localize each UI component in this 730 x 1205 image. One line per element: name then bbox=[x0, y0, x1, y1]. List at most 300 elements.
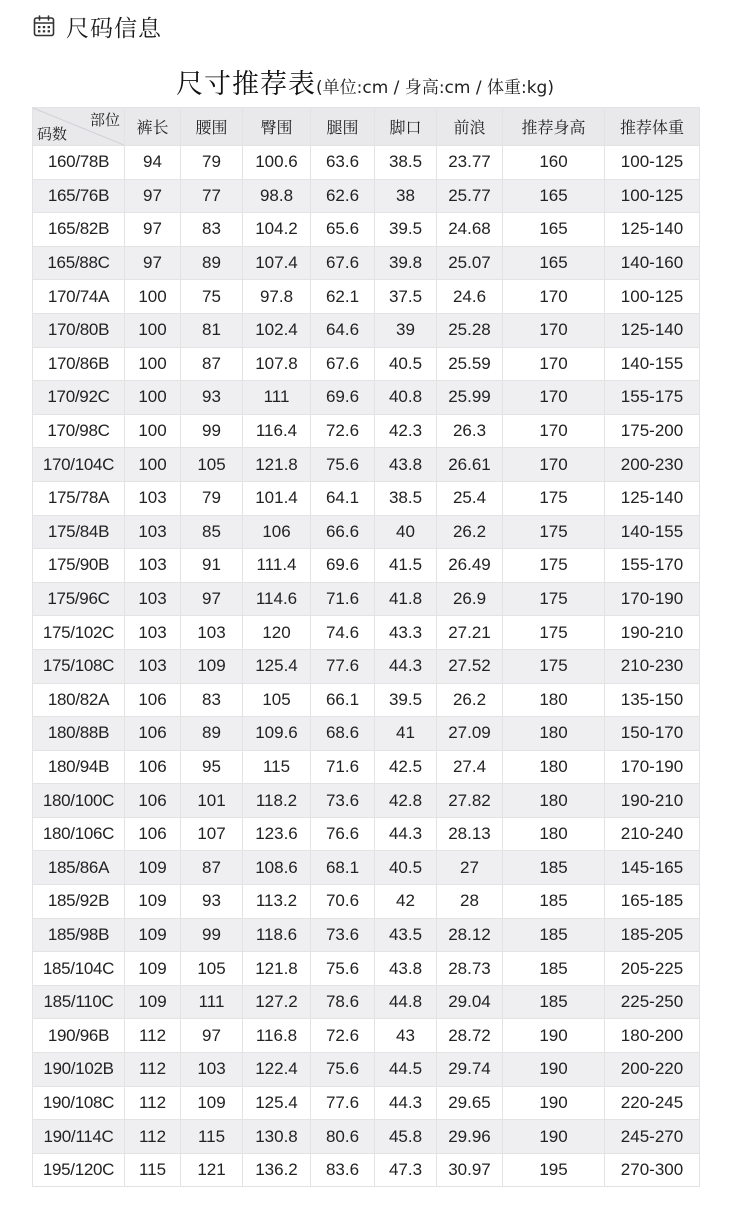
table-cell: 27 bbox=[437, 851, 503, 885]
table-cell: 175 bbox=[503, 616, 605, 650]
table-cell: 103 bbox=[125, 515, 181, 549]
table-cell: 28.12 bbox=[437, 918, 503, 952]
table-cell: 140-155 bbox=[605, 515, 700, 549]
size-code-cell: 170/98C bbox=[33, 414, 125, 448]
header-row bbox=[33, 108, 700, 146]
table-cell: 79 bbox=[181, 481, 243, 515]
table-cell: 112 bbox=[125, 1120, 181, 1154]
table-cell: 27.52 bbox=[437, 649, 503, 683]
table-cell: 125.4 bbox=[243, 1086, 311, 1120]
table-cell: 115 bbox=[125, 1153, 181, 1187]
table-cell: 97 bbox=[181, 1019, 243, 1053]
table-row bbox=[33, 549, 700, 583]
table-cell: 26.49 bbox=[437, 549, 503, 583]
table-cell: 170 bbox=[503, 280, 605, 314]
table-cell: 43.8 bbox=[375, 448, 437, 482]
table-cell: 123.6 bbox=[243, 817, 311, 851]
table-cell: 103 bbox=[125, 616, 181, 650]
table-cell: 190-210 bbox=[605, 784, 700, 818]
table-cell: 42.3 bbox=[375, 414, 437, 448]
table-row bbox=[33, 616, 700, 650]
table-row bbox=[33, 213, 700, 247]
table-row bbox=[33, 381, 700, 415]
table-cell: 100-125 bbox=[605, 179, 700, 213]
table-cell: 111 bbox=[243, 381, 311, 415]
size-code-cell: 185/92B bbox=[33, 885, 125, 919]
size-code-cell: 180/94B bbox=[33, 750, 125, 784]
table-cell: 108.6 bbox=[243, 851, 311, 885]
table-cell: 63.6 bbox=[311, 146, 375, 180]
column-header: 推荐体重 bbox=[605, 108, 700, 146]
size-code-cell: 170/86B bbox=[33, 347, 125, 381]
table-cell: 29.65 bbox=[437, 1086, 503, 1120]
table-cell: 135-150 bbox=[605, 683, 700, 717]
table-cell: 185 bbox=[503, 952, 605, 986]
size-code-cell: 175/96C bbox=[33, 582, 125, 616]
table-cell: 40.5 bbox=[375, 347, 437, 381]
table-cell: 175 bbox=[503, 582, 605, 616]
table-cell: 245-270 bbox=[605, 1120, 700, 1154]
table-cell: 190 bbox=[503, 1053, 605, 1087]
table-row bbox=[33, 1153, 700, 1187]
table-cell: 109 bbox=[125, 851, 181, 885]
table-cell: 41 bbox=[375, 717, 437, 751]
table-cell: 39.5 bbox=[375, 213, 437, 247]
table-cell: 79 bbox=[181, 146, 243, 180]
table-cell: 28.13 bbox=[437, 817, 503, 851]
table-cell: 125-140 bbox=[605, 313, 700, 347]
table-cell: 101 bbox=[181, 784, 243, 818]
table-cell: 270-300 bbox=[605, 1153, 700, 1187]
table-cell: 104.2 bbox=[243, 213, 311, 247]
table-cell: 170 bbox=[503, 448, 605, 482]
table-cell: 77.6 bbox=[311, 649, 375, 683]
table-cell: 27.21 bbox=[437, 616, 503, 650]
table-cell: 27.82 bbox=[437, 784, 503, 818]
table-cell: 190-210 bbox=[605, 616, 700, 650]
table-cell: 97 bbox=[181, 582, 243, 616]
table-cell: 125-140 bbox=[605, 481, 700, 515]
table-cell: 100.6 bbox=[243, 146, 311, 180]
table-cell: 109 bbox=[125, 885, 181, 919]
table-cell: 97 bbox=[125, 179, 181, 213]
table-cell: 105 bbox=[181, 952, 243, 986]
table-row bbox=[33, 985, 700, 1019]
table-cell: 100 bbox=[125, 280, 181, 314]
table-cell: 27.09 bbox=[437, 717, 503, 751]
table-cell: 97.8 bbox=[243, 280, 311, 314]
table-cell: 111 bbox=[181, 985, 243, 1019]
table-cell: 25.07 bbox=[437, 246, 503, 280]
section-header bbox=[32, 10, 162, 42]
table-row bbox=[33, 481, 700, 515]
column-header: 腰围 bbox=[181, 108, 243, 146]
table-cell: 109 bbox=[125, 985, 181, 1019]
table-row bbox=[33, 851, 700, 885]
table-cell: 185-205 bbox=[605, 918, 700, 952]
table-cell: 106 bbox=[125, 817, 181, 851]
table-cell: 67.6 bbox=[311, 246, 375, 280]
table-row bbox=[33, 1053, 700, 1087]
size-code-cell: 175/108C bbox=[33, 649, 125, 683]
size-code-cell: 180/106C bbox=[33, 817, 125, 851]
table-cell: 25.99 bbox=[437, 381, 503, 415]
table-cell: 107.8 bbox=[243, 347, 311, 381]
table-cell: 107 bbox=[181, 817, 243, 851]
table-cell: 121 bbox=[181, 1153, 243, 1187]
size-code-cell: 185/110C bbox=[33, 985, 125, 1019]
table-cell: 175 bbox=[503, 481, 605, 515]
table-body bbox=[33, 146, 700, 1187]
calendar-icon bbox=[32, 14, 56, 38]
table-cell: 43.5 bbox=[375, 918, 437, 952]
table-row bbox=[33, 1086, 700, 1120]
table-cell: 105 bbox=[243, 683, 311, 717]
table-cell: 29.04 bbox=[437, 985, 503, 1019]
table-cell: 45.8 bbox=[375, 1120, 437, 1154]
table-cell: 26.2 bbox=[437, 515, 503, 549]
table-cell: 190 bbox=[503, 1120, 605, 1154]
table-cell: 109 bbox=[125, 952, 181, 986]
size-code-cell: 195/120C bbox=[33, 1153, 125, 1187]
table-cell: 89 bbox=[181, 717, 243, 751]
table-cell: 77 bbox=[181, 179, 243, 213]
table-cell: 112 bbox=[125, 1019, 181, 1053]
column-header: 脚口 bbox=[375, 108, 437, 146]
table-cell: 175 bbox=[503, 649, 605, 683]
table-cell: 26.9 bbox=[437, 582, 503, 616]
table-cell: 109 bbox=[181, 649, 243, 683]
table-cell: 155-170 bbox=[605, 549, 700, 583]
table-cell: 68.6 bbox=[311, 717, 375, 751]
table-cell: 103 bbox=[181, 1053, 243, 1087]
size-code-cell: 180/82A bbox=[33, 683, 125, 717]
table-cell: 116.8 bbox=[243, 1019, 311, 1053]
table-cell: 39.8 bbox=[375, 246, 437, 280]
size-code-cell: 170/80B bbox=[33, 313, 125, 347]
table-cell: 109 bbox=[181, 1086, 243, 1120]
table-cell: 130.8 bbox=[243, 1120, 311, 1154]
column-header: 前浪 bbox=[437, 108, 503, 146]
table-cell: 170 bbox=[503, 347, 605, 381]
table-cell: 26.3 bbox=[437, 414, 503, 448]
table-cell: 26.61 bbox=[437, 448, 503, 482]
table-cell: 200-230 bbox=[605, 448, 700, 482]
table-cell: 165 bbox=[503, 246, 605, 280]
table-cell: 71.6 bbox=[311, 750, 375, 784]
table-cell: 42.5 bbox=[375, 750, 437, 784]
table-cell: 112 bbox=[125, 1053, 181, 1087]
table-cell: 87 bbox=[181, 851, 243, 885]
table-cell: 62.1 bbox=[311, 280, 375, 314]
size-code-cell: 165/88C bbox=[33, 246, 125, 280]
table-cell: 69.6 bbox=[311, 549, 375, 583]
table-cell: 100 bbox=[125, 347, 181, 381]
table-cell: 118.6 bbox=[243, 918, 311, 952]
table-cell: 43.8 bbox=[375, 952, 437, 986]
table-cell: 23.77 bbox=[437, 146, 503, 180]
table-cell: 42 bbox=[375, 885, 437, 919]
table-cell: 121.8 bbox=[243, 448, 311, 482]
table-cell: 125-140 bbox=[605, 213, 700, 247]
column-header: 推荐身高 bbox=[503, 108, 605, 146]
table-cell: 28 bbox=[437, 885, 503, 919]
table-cell: 29.96 bbox=[437, 1120, 503, 1154]
table-cell: 64.1 bbox=[311, 481, 375, 515]
table-cell: 115 bbox=[181, 1120, 243, 1154]
table-cell: 66.1 bbox=[311, 683, 375, 717]
table-row bbox=[33, 649, 700, 683]
table-cell: 25.77 bbox=[437, 179, 503, 213]
table-title-main: 尺寸推荐表 bbox=[176, 69, 317, 100]
corner-header bbox=[33, 108, 125, 146]
table-cell: 68.1 bbox=[311, 851, 375, 885]
table-cell: 165 bbox=[503, 179, 605, 213]
size-code-cell: 190/108C bbox=[33, 1086, 125, 1120]
table-cell: 103 bbox=[125, 582, 181, 616]
table-cell: 67.6 bbox=[311, 347, 375, 381]
table-cell: 122.4 bbox=[243, 1053, 311, 1087]
table-cell: 175 bbox=[503, 549, 605, 583]
size-code-cell: 175/102C bbox=[33, 616, 125, 650]
table-cell: 38.5 bbox=[375, 481, 437, 515]
table-cell: 81 bbox=[181, 313, 243, 347]
column-header: 腿围 bbox=[311, 108, 375, 146]
table-cell: 200-220 bbox=[605, 1053, 700, 1087]
table-cell: 44.8 bbox=[375, 985, 437, 1019]
table-cell: 30.97 bbox=[437, 1153, 503, 1187]
table-cell: 103 bbox=[125, 549, 181, 583]
size-code-cell: 175/90B bbox=[33, 549, 125, 583]
table-cell: 29.74 bbox=[437, 1053, 503, 1087]
table-cell: 185 bbox=[503, 851, 605, 885]
table-cell: 73.6 bbox=[311, 784, 375, 818]
table-cell: 44.5 bbox=[375, 1053, 437, 1087]
table-cell: 37.5 bbox=[375, 280, 437, 314]
table-cell: 75 bbox=[181, 280, 243, 314]
table-cell: 70.6 bbox=[311, 885, 375, 919]
table-cell: 99 bbox=[181, 414, 243, 448]
size-code-cell: 160/78B bbox=[33, 146, 125, 180]
table-cell: 69.6 bbox=[311, 381, 375, 415]
table-cell: 185 bbox=[503, 885, 605, 919]
size-code-cell: 170/74A bbox=[33, 280, 125, 314]
table-cell: 91 bbox=[181, 549, 243, 583]
size-code-cell: 185/104C bbox=[33, 952, 125, 986]
table-cell: 120 bbox=[243, 616, 311, 650]
table-cell: 180 bbox=[503, 683, 605, 717]
table-cell: 112 bbox=[125, 1086, 181, 1120]
table-cell: 95 bbox=[181, 750, 243, 784]
size-code-cell: 180/100C bbox=[33, 784, 125, 818]
table-row bbox=[33, 817, 700, 851]
table-cell: 39.5 bbox=[375, 683, 437, 717]
table-cell: 170-190 bbox=[605, 750, 700, 784]
header-title: 尺码信息 bbox=[66, 15, 162, 42]
table-cell: 25.4 bbox=[437, 481, 503, 515]
table-cell: 180 bbox=[503, 784, 605, 818]
table-cell: 103 bbox=[181, 616, 243, 650]
table-cell: 66.6 bbox=[311, 515, 375, 549]
table-cell: 121.8 bbox=[243, 952, 311, 986]
table-cell: 43.3 bbox=[375, 616, 437, 650]
table-cell: 185 bbox=[503, 985, 605, 1019]
table-cell: 118.2 bbox=[243, 784, 311, 818]
table-row bbox=[33, 717, 700, 751]
table-cell: 190 bbox=[503, 1086, 605, 1120]
table-cell: 40.8 bbox=[375, 381, 437, 415]
table-cell: 113.2 bbox=[243, 885, 311, 919]
table-cell: 85 bbox=[181, 515, 243, 549]
table-row bbox=[33, 515, 700, 549]
table-row bbox=[33, 750, 700, 784]
size-code-cell: 175/78A bbox=[33, 481, 125, 515]
table-cell: 94 bbox=[125, 146, 181, 180]
table-cell: 102.4 bbox=[243, 313, 311, 347]
size-code-cell: 180/88B bbox=[33, 717, 125, 751]
table-cell: 111.4 bbox=[243, 549, 311, 583]
table-row bbox=[33, 414, 700, 448]
column-header: 裤长 bbox=[125, 108, 181, 146]
table-cell: 75.6 bbox=[311, 952, 375, 986]
table-cell: 41.5 bbox=[375, 549, 437, 583]
table-cell: 40 bbox=[375, 515, 437, 549]
table-cell: 89 bbox=[181, 246, 243, 280]
table-cell: 190 bbox=[503, 1019, 605, 1053]
column-header: 臀围 bbox=[243, 108, 311, 146]
table-row bbox=[33, 280, 700, 314]
table-cell: 28.73 bbox=[437, 952, 503, 986]
table-cell: 165-185 bbox=[605, 885, 700, 919]
table-cell: 44.3 bbox=[375, 1086, 437, 1120]
table-cell: 210-240 bbox=[605, 817, 700, 851]
table-cell: 99 bbox=[181, 918, 243, 952]
corner-label-size: 码数 bbox=[37, 126, 68, 143]
table-cell: 125.4 bbox=[243, 649, 311, 683]
size-code-cell: 165/82B bbox=[33, 213, 125, 247]
table-cell: 225-250 bbox=[605, 985, 700, 1019]
table-title-unit: (单位:cm / 身高:cm / 体重:kg) bbox=[316, 78, 554, 98]
table-cell: 100 bbox=[125, 414, 181, 448]
table-cell: 170 bbox=[503, 414, 605, 448]
table-cell: 115 bbox=[243, 750, 311, 784]
table-cell: 127.2 bbox=[243, 985, 311, 1019]
table-cell: 175-200 bbox=[605, 414, 700, 448]
table-row bbox=[33, 885, 700, 919]
table-row bbox=[33, 146, 700, 180]
table-cell: 40.5 bbox=[375, 851, 437, 885]
table-row bbox=[33, 784, 700, 818]
table-cell: 87 bbox=[181, 347, 243, 381]
table-cell: 195 bbox=[503, 1153, 605, 1187]
table-row bbox=[33, 448, 700, 482]
size-code-cell: 190/102B bbox=[33, 1053, 125, 1087]
table-row bbox=[33, 918, 700, 952]
table-cell: 180 bbox=[503, 717, 605, 751]
table-cell: 170-190 bbox=[605, 582, 700, 616]
table-cell: 106 bbox=[125, 683, 181, 717]
table-row bbox=[33, 952, 700, 986]
table-cell: 106 bbox=[243, 515, 311, 549]
table-cell: 75.6 bbox=[311, 448, 375, 482]
table-cell: 175 bbox=[503, 515, 605, 549]
table-cell: 150-170 bbox=[605, 717, 700, 751]
table-cell: 205-225 bbox=[605, 952, 700, 986]
table-cell: 185 bbox=[503, 918, 605, 952]
table-cell: 65.6 bbox=[311, 213, 375, 247]
table-cell: 100-125 bbox=[605, 146, 700, 180]
table-cell: 72.6 bbox=[311, 414, 375, 448]
table-cell: 43 bbox=[375, 1019, 437, 1053]
table-cell: 41.8 bbox=[375, 582, 437, 616]
size-code-cell: 190/114C bbox=[33, 1120, 125, 1154]
table-cell: 24.68 bbox=[437, 213, 503, 247]
table-row bbox=[33, 313, 700, 347]
table-title bbox=[0, 62, 730, 106]
table-cell: 28.72 bbox=[437, 1019, 503, 1053]
table-cell: 100-125 bbox=[605, 280, 700, 314]
table-cell: 44.3 bbox=[375, 649, 437, 683]
table-cell: 62.6 bbox=[311, 179, 375, 213]
table-cell: 47.3 bbox=[375, 1153, 437, 1187]
size-code-cell: 190/96B bbox=[33, 1019, 125, 1053]
table-cell: 116.4 bbox=[243, 414, 311, 448]
table-cell: 71.6 bbox=[311, 582, 375, 616]
table-cell: 210-230 bbox=[605, 649, 700, 683]
table-cell: 25.28 bbox=[437, 313, 503, 347]
table-cell: 39 bbox=[375, 313, 437, 347]
size-table bbox=[32, 107, 700, 1187]
table-row bbox=[33, 1019, 700, 1053]
table-cell: 136.2 bbox=[243, 1153, 311, 1187]
table-cell: 83.6 bbox=[311, 1153, 375, 1187]
table-cell: 83 bbox=[181, 683, 243, 717]
table-cell: 83 bbox=[181, 213, 243, 247]
table-cell: 93 bbox=[181, 381, 243, 415]
table-cell: 180 bbox=[503, 750, 605, 784]
size-code-cell: 170/92C bbox=[33, 381, 125, 415]
table-cell: 220-245 bbox=[605, 1086, 700, 1120]
table-row bbox=[33, 683, 700, 717]
table-cell: 64.6 bbox=[311, 313, 375, 347]
table-cell: 26.2 bbox=[437, 683, 503, 717]
table-cell: 42.8 bbox=[375, 784, 437, 818]
size-code-cell: 175/84B bbox=[33, 515, 125, 549]
table-cell: 103 bbox=[125, 649, 181, 683]
table-cell: 140-160 bbox=[605, 246, 700, 280]
table-row bbox=[33, 347, 700, 381]
table-cell: 72.6 bbox=[311, 1019, 375, 1053]
table-cell: 77.6 bbox=[311, 1086, 375, 1120]
table-cell: 97 bbox=[125, 213, 181, 247]
table-cell: 76.6 bbox=[311, 817, 375, 851]
table-cell: 180-200 bbox=[605, 1019, 700, 1053]
table-cell: 93 bbox=[181, 885, 243, 919]
table-cell: 155-175 bbox=[605, 381, 700, 415]
table-cell: 80.6 bbox=[311, 1120, 375, 1154]
table-cell: 170 bbox=[503, 313, 605, 347]
table-cell: 140-155 bbox=[605, 347, 700, 381]
table-cell: 105 bbox=[181, 448, 243, 482]
table-cell: 38 bbox=[375, 179, 437, 213]
table-header bbox=[33, 108, 700, 146]
size-code-cell: 185/98B bbox=[33, 918, 125, 952]
table-cell: 103 bbox=[125, 481, 181, 515]
table-cell: 24.6 bbox=[437, 280, 503, 314]
table-cell: 101.4 bbox=[243, 481, 311, 515]
table-row bbox=[33, 246, 700, 280]
table-cell: 100 bbox=[125, 381, 181, 415]
